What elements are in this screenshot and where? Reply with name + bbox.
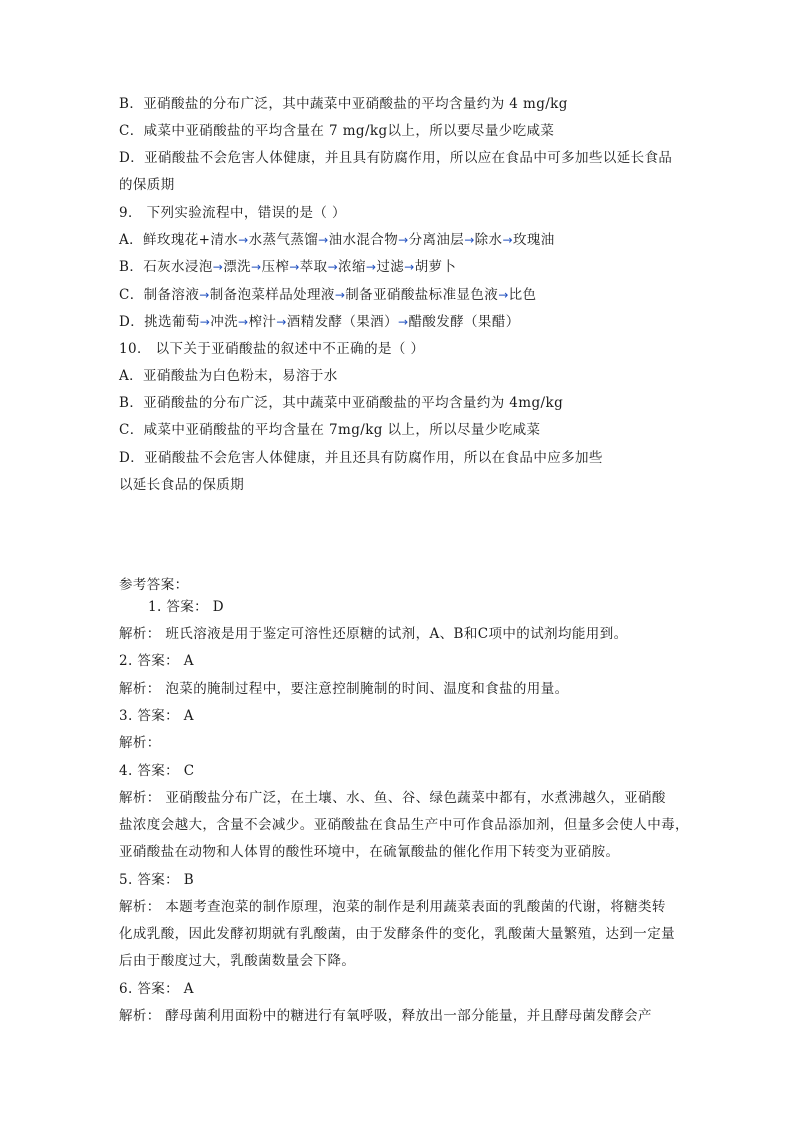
explanation-6-line1: 解析： 酵母菌利用面粉中的糖进行有氧呼吸，释放出一部分能量，并且酵母菌发酵会产 [119,1008,652,1024]
q8-option-d-line2: 的保质期 [119,177,175,193]
flow-step: 压榨 [261,259,290,275]
arrow-icon: → [238,315,249,329]
flow-step: 制备泡菜样品处理液 [209,287,335,303]
explanation-4-line1: 解析： 亚硝酸盐分布广泛，在土壤、水、鱼、谷、绿色蔬菜中都有，水煮沸越久，亚硝酸 [119,790,666,806]
arrow-icon: → [276,315,287,329]
q9-option-a [119,232,679,249]
flow-step: 油水混合物 [328,232,399,248]
q9-option-c [119,287,679,304]
answer-3: 3. 答案： A [119,708,194,724]
q10-stem: 10． 以下关于亚硝酸盐的叙述中不正确的是（ ） [119,341,425,357]
arrow-icon: → [318,233,329,247]
explanation-4-line3: 亚硝酸盐在动物和人体胃的酸性环境中，在硫氰酸盐的催化作用下转变为亚硝胺。 [119,844,620,860]
explanation-2: 解析： 泡菜的腌制过程中，要注意控制腌制的时间、温度和食盐的用量。 [119,681,569,697]
flow-step: 过滤 [376,259,405,275]
q8-option-b: B．亚硝酸盐的分布广泛，其中蔬菜中亚硝酸盐的平均含量约为 4 mg/kg [119,96,568,112]
flow-step: A．鲜玫瑰花+清水 [119,232,239,248]
arrow-icon: → [502,233,513,247]
arrow-icon: → [365,260,377,274]
flow-step: 分离油层 [408,232,465,248]
arrow-icon: → [212,260,224,274]
flow-step: 浓缩 [338,259,366,275]
q10-option-a: A．亚硝酸盐为白色粉末，易溶于水 [119,368,338,384]
arrow-icon: → [398,233,409,247]
flow-step: 冲洗 [210,314,239,330]
explanation-1: 解析： 班氏溶液是用于鉴定可溶性还原糖的试剂，A、B和C项中的试剂均能用到。 [119,626,628,642]
flow-step: 胡萝卜 [414,259,457,275]
flow-step: 漂洗 [223,259,252,275]
q10-option-d-line1: D．亚硝酸盐不会危害人体健康，并且还具有防腐作用，所以在食品中应多加些 [119,450,603,466]
arrow-icon: → [238,233,249,247]
flow-step: 玫瑰油 [512,232,555,248]
arrow-icon: → [334,288,346,302]
arrow-icon: → [404,260,415,274]
flow-step: 水蒸气蒸馏 [248,232,319,248]
answers-title: 参考答案： [119,577,189,593]
flow-step: 萃取 [299,259,328,275]
answer-1: 1. 答案： D [148,599,224,615]
flow-step: C．制备溶液 [119,287,200,303]
arrow-icon: → [199,288,210,302]
arrow-icon: → [464,233,475,247]
q10-option-c: C．咸菜中亚硝酸盐的平均含量在 7mg/kg 以上，所以尽量少吃咸菜 [119,422,541,438]
answer-2: 2. 答案： A [119,653,194,669]
explanation-5-line3: 后由于酸度过大，乳酸菌数量会下降。 [119,953,356,969]
q9-option-d [119,314,679,331]
q8-option-c: C．咸菜中亚硝酸盐的平均含量在 7 mg/kg以上，所以要尽量少吃咸菜 [119,123,555,139]
flow-step: 醋酸发酵（果醋） [408,314,520,330]
arrow-icon: → [498,288,509,302]
flow-step: D．挑选葡萄 [119,314,200,330]
q9-stem: 9． 下列实验流程中，错误的是（ ） [119,205,346,221]
explanation-5-line2: 化成乳酸，因此发酵初期就有乳酸菌，由于发酵条件的变化，乳酸菌大量繁殖，达到一定量 [119,926,675,942]
explanation-4-line2: 盐浓度会越大，含量不会减少。亚硝酸盐在食品生产中可作食品添加剂，但量多会使人中毒， [119,817,689,833]
q10-option-d-line2: 以延长食品的保质期 [119,477,245,493]
flow-step: 比色 [508,287,537,303]
flow-step: 除水 [474,232,503,248]
arrow-icon: → [327,260,339,274]
flow-step: 酒精发酵（果酒） [286,314,398,330]
arrow-icon: → [251,260,262,274]
answer-5: 5. 答案： B [119,872,195,888]
flow-step: 制备亚硝酸盐标准显色液 [345,287,499,303]
explanation-5-line1: 解析： 本题考查泡菜的制作原理，泡菜的制作是利用蔬菜表面的乳酸菌的代谢，将糖类转 [119,899,666,915]
answer-4: 4. 答案： C [119,763,195,779]
q9-option-b [119,259,679,276]
arrow-icon: → [199,315,211,329]
arrow-icon: → [289,260,300,274]
arrow-icon: → [397,315,409,329]
answer-6: 6. 答案： A [119,981,194,997]
flow-step: 榨汁 [248,314,277,330]
q8-option-d-line1: D．亚硝酸盐不会危害人体健康，并且具有防腐作用，所以应在食品中可多加些以延长食品 [119,150,673,166]
explanation-3: 解析： [119,735,161,751]
q10-option-b: B．亚硝酸盐的分布广泛，其中蔬菜中亚硝酸盐的平均含量约为 4mg/kg [119,395,564,411]
flow-step: B．石灰水浸泡 [119,259,213,275]
